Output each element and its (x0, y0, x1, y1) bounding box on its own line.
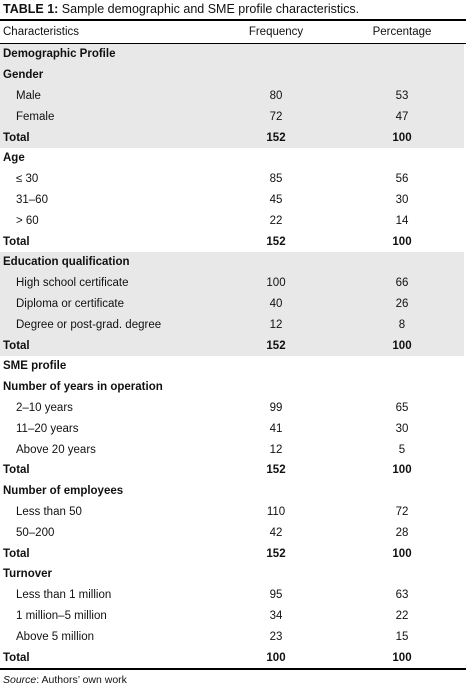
table-row (0, 626, 464, 647)
frequency-cell: 152 (212, 127, 340, 148)
table-row (0, 273, 464, 294)
header-frequency: Frequency (248, 26, 304, 38)
percentage-cell (340, 356, 464, 377)
frequency-cell: 99 (269, 401, 283, 414)
header-percentage: Percentage (372, 26, 432, 38)
frequency-cell: 12 (212, 314, 340, 335)
frequency-cell: 95 (269, 589, 283, 602)
table-row (0, 294, 464, 315)
row-label: Diploma or certificate (0, 294, 212, 315)
header-characteristics: Characteristics (3, 26, 80, 38)
group-heading-row (0, 148, 464, 169)
percentage-cell: 66 (340, 273, 464, 294)
total-row (0, 647, 464, 668)
row-label: Education qualification (0, 252, 212, 273)
row-label: Total (3, 235, 30, 248)
row-label: > 60 (16, 214, 39, 227)
table-row (0, 106, 464, 127)
percentage-cell: 28 (395, 526, 409, 539)
table-row (0, 398, 464, 419)
table-caption (0, 0, 466, 19)
row-label: Age (3, 152, 25, 165)
frequency-cell: 23 (269, 630, 283, 643)
percentage-cell: 53 (340, 86, 464, 107)
frequency-cell (212, 148, 340, 169)
section-heading-row (0, 44, 464, 65)
percentage-cell (340, 564, 464, 585)
table-header (0, 21, 464, 43)
data-table (0, 44, 464, 668)
row-label: 50–200 (16, 526, 55, 539)
percentage-cell: 26 (340, 294, 464, 315)
percentage-cell: 100 (392, 235, 412, 248)
frequency-cell (212, 481, 340, 502)
row-label: Total (3, 547, 30, 560)
percentage-cell: 15 (395, 630, 409, 643)
row-label: ≤ 30 (16, 173, 39, 186)
table-row (0, 502, 464, 523)
row-label: Number of employees (3, 485, 124, 498)
row-label: Total (3, 464, 30, 477)
table-row (0, 585, 464, 606)
percentage-cell: 100 (340, 335, 464, 356)
percentage-cell: 14 (395, 214, 409, 227)
percentage-cell: 100 (392, 651, 412, 664)
frequency-cell: 152 (266, 547, 286, 560)
percentage-cell: 100 (392, 464, 412, 477)
percentage-cell: 8 (340, 314, 464, 335)
source-text: : Authors’ own work (36, 673, 127, 686)
group-heading-row (0, 377, 464, 398)
percentage-cell: 100 (392, 547, 412, 560)
row-label: Less than 50 (16, 505, 82, 518)
total-row (0, 543, 464, 564)
frequency-cell: 110 (266, 505, 286, 518)
percentage-cell: 65 (395, 401, 409, 414)
frequency-cell: 152 (212, 335, 340, 356)
total-row (0, 335, 464, 356)
table-row (0, 418, 464, 439)
table-row (0, 210, 464, 231)
percentage-cell: 30 (395, 193, 409, 206)
frequency-cell: 41 (269, 422, 283, 435)
frequency-cell: 100 (266, 651, 286, 664)
frequency-cell: 40 (212, 294, 340, 315)
table-row (0, 522, 464, 543)
row-label: Above 5 million (16, 630, 94, 643)
caption-text: Sample demographic and SME profile characteristics. (58, 2, 360, 16)
source-label: Source (3, 673, 37, 686)
frequency-cell: 72 (212, 106, 340, 127)
table-row (0, 314, 464, 335)
percentage-cell (340, 148, 464, 169)
row-label: Gender (0, 65, 212, 86)
group-heading-row (0, 564, 464, 585)
row-label: Degree or post-grad. degree (0, 314, 212, 335)
row-label: Less than 1 million (16, 589, 112, 602)
row-label: 1 million–5 million (16, 609, 107, 622)
percentage-cell: 72 (395, 505, 409, 518)
row-label: SME profile (3, 360, 67, 373)
table-row (0, 439, 464, 460)
percentage-cell: 63 (395, 589, 409, 602)
percentage-cell: 56 (395, 173, 409, 186)
row-label: Number of years in operation (3, 381, 163, 394)
frequency-cell: 22 (269, 214, 283, 227)
frequency-cell: 100 (212, 273, 340, 294)
total-row (0, 127, 464, 148)
total-row (0, 231, 464, 252)
table-row (0, 606, 464, 627)
row-label: Total (0, 127, 212, 148)
percentage-cell (340, 481, 464, 502)
row-label: 2–10 years (16, 401, 73, 414)
row-label: High school certificate (0, 273, 212, 294)
percentage-cell (340, 377, 464, 398)
percentage-cell (340, 252, 464, 273)
frequency-cell: 152 (266, 464, 286, 477)
row-label: Female (0, 106, 212, 127)
row-label: Demographic Profile (0, 44, 212, 65)
table-row (0, 86, 464, 107)
frequency-cell: 45 (269, 193, 283, 206)
row-label: Above 20 years (16, 443, 96, 456)
frequency-cell (212, 65, 340, 86)
table-row (0, 190, 464, 211)
table-body (0, 44, 464, 668)
frequency-cell (212, 44, 340, 65)
frequency-cell: 12 (269, 443, 283, 456)
row-label: 11–20 years (16, 422, 79, 435)
percentage-cell: 100 (340, 127, 464, 148)
frequency-cell: 34 (269, 609, 283, 622)
percentage-cell: 30 (395, 422, 409, 435)
frequency-cell: 80 (212, 86, 340, 107)
row-label: Turnover (3, 568, 52, 581)
frequency-cell: 85 (269, 173, 283, 186)
row-label: Total (3, 651, 30, 664)
total-row (0, 460, 464, 481)
caption-label: TABLE 1: (3, 2, 59, 16)
row-label: Total (0, 335, 212, 356)
frequency-cell: 42 (269, 526, 283, 539)
frequency-cell (212, 252, 340, 273)
percentage-cell (340, 44, 464, 65)
frequency-cell (212, 356, 340, 377)
percentage-cell: 5 (398, 443, 406, 456)
row-label: Male (0, 86, 212, 107)
table-row (0, 169, 464, 190)
group-heading-row (0, 65, 464, 86)
percentage-cell: 22 (395, 609, 409, 622)
group-heading-row (0, 481, 464, 502)
percentage-cell: 47 (340, 106, 464, 127)
frequency-cell: 152 (266, 235, 286, 248)
percentage-cell (340, 65, 464, 86)
frequency-cell (212, 564, 340, 585)
group-heading-row (0, 252, 464, 273)
frequency-cell (212, 377, 340, 398)
section-heading-row (0, 356, 464, 377)
row-label: 31–60 (16, 193, 48, 206)
